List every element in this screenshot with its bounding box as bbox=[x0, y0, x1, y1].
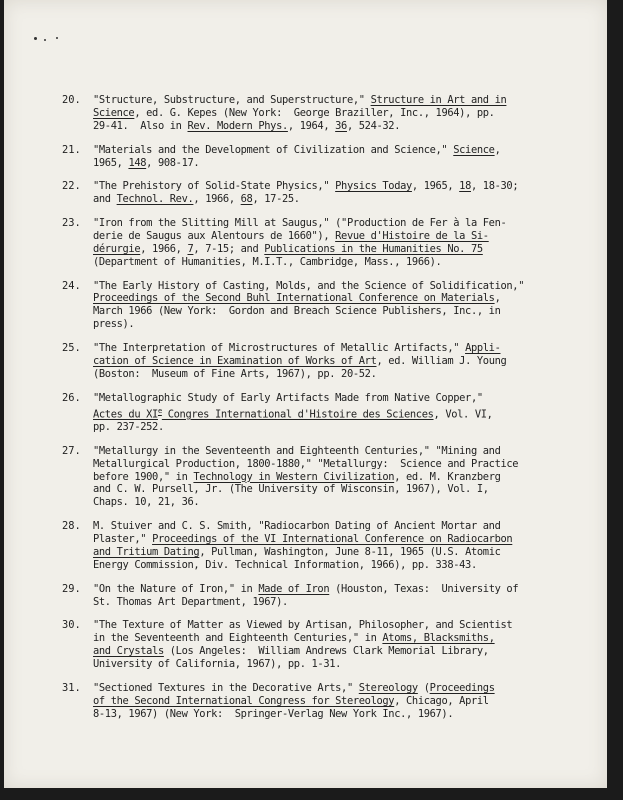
entry-line bbox=[93, 144, 522, 157]
entry-line bbox=[93, 180, 522, 193]
citation-text: , bbox=[494, 292, 501, 305]
bibliography-entry bbox=[62, 144, 522, 170]
citation-text: , Pullman, Washington, June 8-11, 1965 (U.S. Atomic bbox=[199, 545, 501, 558]
citation-text: "Metallurgy in the Seventeenth and Eighteenth Centuries," "Mining and bbox=[93, 444, 501, 457]
bibliography-entry bbox=[62, 342, 522, 381]
entry-line bbox=[93, 520, 522, 533]
underlined-title: Publications in the Humanities No. 75 bbox=[264, 242, 483, 255]
entry-line bbox=[93, 471, 522, 484]
citation-text: "The Texture of Matter as Viewed by Artisan, Philosopher, and Scientist bbox=[93, 619, 513, 632]
entry-number: 29. bbox=[62, 582, 81, 595]
entry-line bbox=[93, 193, 522, 206]
underlined-title: Proceedings bbox=[429, 681, 495, 694]
citation-text: St. Thomas Art Department, 1967). bbox=[93, 595, 288, 608]
entry-number: 21. bbox=[62, 143, 81, 156]
entry-line bbox=[93, 619, 522, 632]
document-page bbox=[4, 0, 607, 788]
entry-line bbox=[93, 596, 522, 609]
entry-line bbox=[93, 107, 522, 120]
entry-line bbox=[93, 458, 522, 471]
underlined-title: 18 bbox=[459, 180, 471, 193]
entry-line bbox=[93, 217, 522, 230]
citation-text: , 1964, bbox=[287, 119, 336, 132]
underlined-title: Appli- bbox=[465, 342, 501, 355]
entry-line bbox=[93, 682, 522, 695]
entry-line bbox=[93, 157, 522, 170]
citation-text: Chaps. 10, 21, 36. bbox=[93, 496, 200, 509]
underlined-title: 7 bbox=[187, 242, 194, 255]
citation-text: and bbox=[93, 193, 117, 206]
citation-text: , Chicago, April bbox=[394, 694, 489, 707]
citation-text: Metallurgical Production, 1800-1880," "Metallurgy: Science and Practice bbox=[93, 457, 519, 470]
bibliography-entry bbox=[62, 94, 522, 133]
bibliography-entry bbox=[62, 217, 522, 269]
page-speck bbox=[44, 39, 46, 41]
entry-line bbox=[93, 421, 522, 434]
underlined-title: and Tritium Dating bbox=[93, 545, 200, 558]
underlined-title: e bbox=[157, 406, 162, 415]
page-speck bbox=[56, 37, 58, 39]
underlined-title: 36 bbox=[335, 119, 347, 132]
citation-text: , 17-25. bbox=[252, 193, 300, 206]
entry-number: 31. bbox=[62, 681, 81, 694]
citation-text: 1965, bbox=[93, 156, 129, 169]
underlined-title: of the Second International Congress for Stereology bbox=[93, 694, 395, 707]
bibliography-entry bbox=[62, 180, 522, 206]
entry-line bbox=[93, 342, 522, 355]
citation-text: , ed. M. Kranzberg bbox=[394, 470, 501, 483]
entry-number: 27. bbox=[62, 444, 81, 457]
bibliography-entry bbox=[62, 392, 522, 434]
entry-number: 30. bbox=[62, 619, 81, 632]
citation-text: ( bbox=[417, 681, 430, 694]
underlined-title: Revue d'Histoire de la Si- bbox=[335, 229, 489, 242]
citation-text: "Sectioned Textures in the Decorative Arts," bbox=[93, 681, 359, 694]
citation-text: "Metallographic Study of Early Artifacts Made from Native Copper," bbox=[93, 391, 483, 404]
bibliography-entry bbox=[62, 445, 522, 510]
entry-number: 25. bbox=[62, 342, 81, 355]
entry-line bbox=[93, 483, 522, 496]
citation-text: in the Seventeenth and Eighteenth Centuries," in bbox=[93, 632, 383, 645]
underlined-title: Physics Today bbox=[335, 180, 412, 193]
citation-text: University of California, 1967), pp. 1-31. bbox=[93, 658, 342, 671]
underlined-title: Congres International d'Histoire des Sciences bbox=[161, 408, 434, 421]
citation-text: , bbox=[494, 143, 501, 156]
citation-text: "The Early History of Casting, Molds, and the Science of Solidification," bbox=[93, 279, 525, 292]
entry-line bbox=[93, 632, 522, 645]
entry-number: 22. bbox=[62, 180, 81, 193]
underlined-title: Actes du XI bbox=[93, 408, 158, 421]
entry-line bbox=[93, 279, 525, 293]
citation-text: M. Stuiver and C. S. Smith, "Radiocarbon Dating of Ancient Mortar and bbox=[93, 520, 501, 533]
underlined-title: Atoms, Blacksmiths, bbox=[382, 632, 495, 645]
citation-text: (Houston, Texas: University of bbox=[329, 582, 519, 595]
bibliography-list bbox=[62, 94, 525, 732]
entry-line bbox=[93, 120, 522, 133]
underlined-title: Made of Iron bbox=[258, 582, 330, 595]
underlined-title: Science bbox=[453, 143, 495, 156]
citation-text: , 1966, bbox=[193, 193, 241, 206]
entry-line bbox=[93, 292, 522, 305]
citation-text: , 7-15; and bbox=[193, 242, 265, 255]
entry-number: 26. bbox=[62, 391, 81, 404]
entry-line bbox=[93, 445, 522, 458]
underlined-title: 68 bbox=[240, 193, 253, 206]
citation-text: , ed. G. Kepes (New York: George Braziller, Inc., 1964), pp. bbox=[134, 106, 495, 119]
underlined-title: and Crystals bbox=[93, 645, 164, 658]
underlined-title: Structure in Art and in bbox=[370, 94, 507, 106]
citation-text: , 18-30; bbox=[470, 180, 519, 193]
entry-number: 24. bbox=[62, 279, 81, 292]
citation-text: , 524-32. bbox=[346, 119, 401, 132]
citation-text: and C. W. Pursell, Jr. (The University of Wisconsin, 1967), Vol. I, bbox=[93, 483, 489, 496]
entry-line bbox=[93, 256, 522, 269]
entry-line bbox=[93, 94, 522, 107]
citation-text: , 1965, bbox=[411, 180, 460, 193]
citation-text: , ed. William J. Young bbox=[376, 354, 507, 367]
entry-line bbox=[93, 355, 522, 368]
entry-line bbox=[93, 559, 522, 572]
underlined-title: Stereology bbox=[358, 681, 418, 694]
bibliography-entry bbox=[62, 583, 522, 609]
citation-text: before 1900," in bbox=[93, 470, 194, 483]
entry-line bbox=[93, 318, 522, 331]
citation-text: Plaster," bbox=[93, 533, 153, 546]
entry-line bbox=[93, 546, 522, 559]
citation-text: "Iron from the Slitting Mill at Saugus," ("Production de Fer à la Fen- bbox=[93, 217, 507, 230]
citation-text: 8-13, 1967) (New York: Springer-Verlag New York Inc., 1967). bbox=[93, 707, 454, 720]
bibliography-entry bbox=[62, 279, 525, 332]
entry-number: 20. bbox=[62, 94, 81, 106]
entry-line bbox=[93, 658, 522, 671]
entry-line bbox=[93, 230, 522, 243]
entry-line bbox=[93, 405, 522, 421]
citation-text: , Vol. VI, bbox=[433, 408, 493, 421]
entry-line bbox=[93, 243, 522, 256]
underlined-title: Proceedings of the VI International Conference on Radiocarbon bbox=[152, 533, 513, 546]
entry-line bbox=[93, 533, 522, 546]
citation-text: "Materials and the Development of Civilization and Science," bbox=[93, 143, 454, 156]
entry-line bbox=[93, 496, 522, 509]
entry-line bbox=[93, 583, 522, 596]
underlined-title: dérurgie bbox=[93, 242, 141, 255]
citation-text: , 908-17. bbox=[146, 156, 200, 169]
citation-text: March 1966 (New York: Gordon and Breach Science Publishers, Inc., in bbox=[93, 305, 501, 318]
citation-text: "The Prehistory of Solid-State Physics," bbox=[93, 180, 336, 193]
citation-text: Energy Commission, Div. Technical Information, 1966), pp. 338-43. bbox=[93, 558, 477, 571]
underlined-title: cation of Science in Examination of Works of Art bbox=[93, 354, 377, 367]
citation-text: "The Interpretation of Microstructures of Metallic Artifacts," bbox=[93, 342, 466, 355]
underlined-title: Rev. Modern Phys. bbox=[187, 119, 288, 132]
underlined-title: Technology in Western Civilization bbox=[193, 470, 395, 483]
entry-line bbox=[93, 695, 522, 708]
bibliography-entry bbox=[62, 520, 522, 572]
entry-line bbox=[93, 708, 522, 721]
entry-line bbox=[93, 305, 522, 318]
entry-number: 23. bbox=[62, 217, 81, 230]
entry-number: 28. bbox=[62, 520, 81, 533]
citation-text: 29-41. Also in bbox=[93, 119, 188, 132]
citation-text: derie de Saugus aux Alentours de 1660"), bbox=[93, 229, 336, 242]
citation-text: press). bbox=[93, 318, 135, 331]
citation-text: (Department of Humanities, M.I.T., Cambridge, Mass., 1966). bbox=[93, 255, 442, 268]
underlined-title: Proceedings of the Second Buhl International Conference on Materials bbox=[93, 292, 495, 305]
citation-text: pp. 237-252. bbox=[93, 420, 164, 433]
entry-line bbox=[93, 645, 522, 658]
underlined-title: Technol. Rev. bbox=[116, 193, 194, 206]
citation-text: , 1966, bbox=[140, 242, 188, 255]
page-speck bbox=[34, 37, 37, 40]
bibliography-entry bbox=[62, 682, 522, 721]
bibliography-entry bbox=[62, 619, 522, 671]
citation-text: "On the Nature of Iron," in bbox=[93, 582, 259, 595]
citation-text: "Structure, Substructure, and Superstructure," bbox=[93, 94, 371, 106]
entry-line bbox=[93, 392, 522, 405]
entry-line bbox=[93, 368, 522, 381]
underlined-title: 148 bbox=[128, 156, 147, 169]
underlined-title: Science bbox=[93, 106, 135, 119]
citation-text: (Boston: Museum of Fine Arts, 1967), pp. 20-52. bbox=[93, 367, 377, 380]
citation-text: (Los Angeles: William Andrews Clark Memorial Library, bbox=[163, 645, 489, 658]
